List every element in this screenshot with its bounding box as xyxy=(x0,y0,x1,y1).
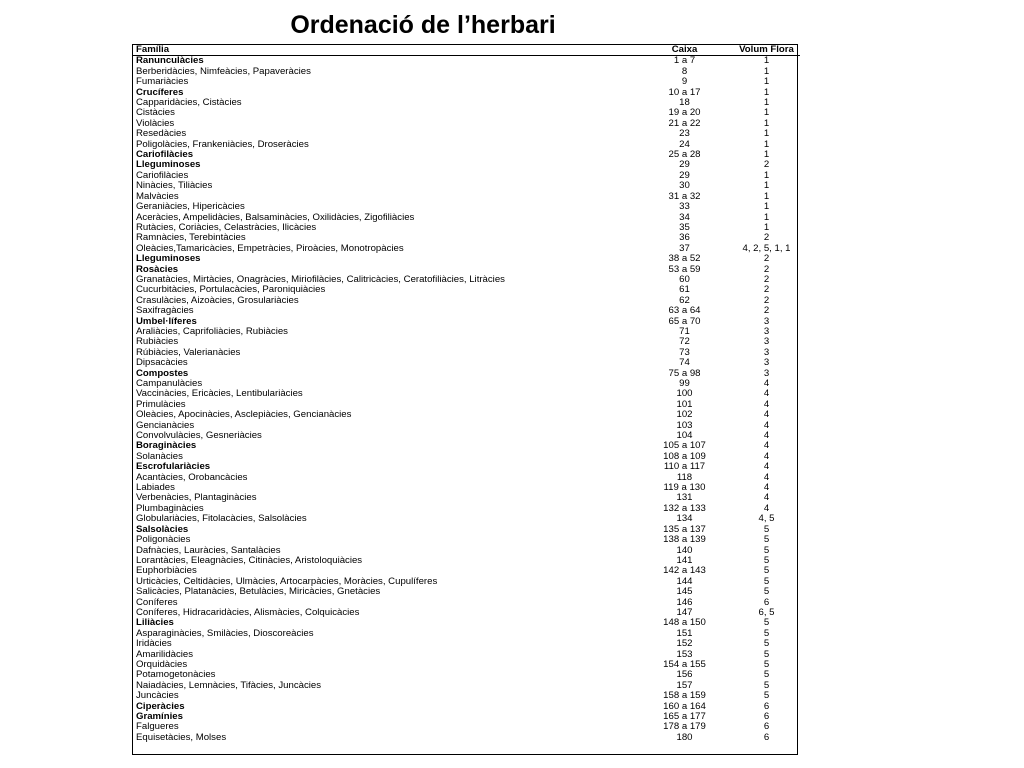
family-cell: Escrofulariàcies xyxy=(136,462,211,473)
family-cell: Amarilidàcies xyxy=(136,649,194,660)
header-box: Caixa xyxy=(671,45,698,55)
box-cell: 102 xyxy=(676,410,693,421)
table-row xyxy=(133,473,800,483)
volume-cell: 1 xyxy=(763,150,770,161)
box-cell: 156 xyxy=(676,670,693,681)
family-cell: Ciperàcies xyxy=(136,701,185,712)
family-cell: Liliàcies xyxy=(136,618,174,629)
box-cell: 33 xyxy=(679,202,690,213)
table-row xyxy=(133,608,800,618)
table-row xyxy=(133,160,800,170)
box-cell: 19 a 20 xyxy=(668,108,701,119)
box-cell: 154 a 155 xyxy=(663,659,706,670)
table-row xyxy=(133,712,800,722)
box-cell: 180 xyxy=(676,732,693,743)
family-cell: Asparaginàcies, Smilàcies, Dioscoreàcies xyxy=(136,628,314,639)
volume-cell: 3 xyxy=(763,326,770,337)
family-cell: Dafnàcies, Lauràcies, Santalàcies xyxy=(136,545,281,556)
family-cell: Cistàcies xyxy=(136,108,175,119)
box-cell: 119 a 130 xyxy=(663,483,706,494)
family-cell: Gencianàcies xyxy=(136,420,195,431)
table-row xyxy=(133,691,800,701)
family-cell: Coníferes xyxy=(136,597,178,608)
box-cell: 73 xyxy=(679,347,690,358)
volume-cell: 5 xyxy=(763,524,770,535)
family-cell: Primulàcies xyxy=(136,399,186,410)
table-row xyxy=(133,265,800,275)
box-cell: 178 a 179 xyxy=(663,722,706,733)
volume-cell: 3 xyxy=(763,337,770,348)
table-row xyxy=(133,504,800,514)
family-cell: Gramínies xyxy=(136,712,183,722)
table-row xyxy=(133,192,800,202)
table-row xyxy=(133,129,800,139)
box-cell: 105 a 107 xyxy=(663,441,706,452)
volume-cell: 2 xyxy=(763,233,770,244)
box-cell: 118 xyxy=(676,472,693,483)
table-row xyxy=(133,244,800,254)
family-cell: Orquidàcies xyxy=(136,659,188,670)
volume-cell: 2 xyxy=(763,295,770,306)
volume-cell: 5 xyxy=(763,659,770,670)
box-cell: 37 xyxy=(679,243,690,254)
table-row xyxy=(133,431,800,441)
family-cell: Compostes xyxy=(136,368,189,379)
box-cell: 74 xyxy=(679,358,690,369)
volume-cell: 1 xyxy=(763,98,770,109)
family-cell: Plumbaginàcies xyxy=(136,503,204,514)
volume-cell: 1 xyxy=(763,139,770,150)
table-row xyxy=(133,556,800,566)
family-cell: Saxifragàcies xyxy=(136,306,194,317)
box-cell: 75 a 98 xyxy=(668,368,701,379)
box-cell: 151 xyxy=(676,628,693,639)
box-cell: 134 xyxy=(676,514,693,525)
table-row xyxy=(133,369,800,379)
volume-cell: 1 xyxy=(763,129,770,140)
box-cell: 153 xyxy=(676,649,693,660)
box-cell: 31 a 32 xyxy=(668,191,701,202)
table-row xyxy=(133,618,800,628)
box-cell: 62 xyxy=(679,295,690,306)
table-row xyxy=(133,410,800,420)
table-row xyxy=(133,254,800,264)
volume-cell: 4 xyxy=(763,503,770,514)
volume-cell: 1 xyxy=(763,222,770,233)
table-row xyxy=(133,535,800,545)
table-row xyxy=(133,400,800,410)
table-row xyxy=(133,441,800,451)
volume-cell: 6 xyxy=(763,712,770,722)
family-cell: Violàcies xyxy=(136,118,175,129)
family-cell: Verbenàcies, Plantaginàcies xyxy=(136,493,257,504)
family-cell: Cariofilàcies xyxy=(136,170,189,181)
volume-cell: 1 xyxy=(763,202,770,213)
table-row xyxy=(133,77,800,87)
box-cell: 1 a 7 xyxy=(673,55,696,67)
box-cell: 23 xyxy=(679,129,690,140)
family-cell: Oleàcies,Tamaricàcies, Empetràcies, Piroàcies, Monotropàcies xyxy=(136,243,404,254)
table-body xyxy=(133,56,800,743)
box-cell: 18 xyxy=(679,98,690,109)
table-row xyxy=(133,379,800,389)
table-row xyxy=(133,702,800,712)
box-cell: 10 a 17 xyxy=(668,87,701,98)
box-cell: 165 a 177 xyxy=(663,712,706,722)
family-cell: Poligonàcies xyxy=(136,535,191,546)
table-row xyxy=(133,181,800,191)
box-cell: 157 xyxy=(676,680,693,691)
volume-cell: 6 xyxy=(763,597,770,608)
table-row xyxy=(133,140,800,150)
volume-cell: 5 xyxy=(763,628,770,639)
volume-cell: 2 xyxy=(763,264,770,275)
box-cell: 101 xyxy=(676,399,693,410)
volume-cell: 1 xyxy=(763,77,770,88)
volume-cell: 6 xyxy=(763,701,770,712)
box-cell: 21 a 22 xyxy=(668,118,701,129)
box-cell: 108 a 109 xyxy=(663,451,706,462)
family-cell: Berberidàcies, Nimfeàcies, Papaveràcies xyxy=(136,66,311,77)
family-cell: Juncàcies xyxy=(136,691,179,702)
box-cell: 132 a 133 xyxy=(663,503,706,514)
box-cell: 29 xyxy=(679,160,690,171)
volume-cell: 6 xyxy=(763,732,770,743)
box-cell: 131 xyxy=(676,493,693,504)
volume-cell: 4 xyxy=(763,379,770,389)
family-cell: Lleguminoses xyxy=(136,254,201,265)
family-cell: Potamogetonàcies xyxy=(136,670,216,681)
table-row xyxy=(133,223,800,233)
volume-cell: 4 xyxy=(763,410,770,421)
box-cell: 61 xyxy=(679,285,690,296)
table-header-row xyxy=(133,45,800,56)
family-cell: Iridàcies xyxy=(136,639,172,650)
volume-cell: 5 xyxy=(763,545,770,556)
table-row xyxy=(133,421,800,431)
table-row xyxy=(133,327,800,337)
table-row xyxy=(133,514,800,524)
family-cell: Campanulàcies xyxy=(136,379,203,389)
family-cell: Malvàcies xyxy=(136,191,179,202)
table-row xyxy=(133,233,800,243)
family-cell: Globulariàcies, Fitolacàcies, Salsolàcies xyxy=(136,514,307,525)
volume-cell: 5 xyxy=(763,670,770,681)
volume-cell: 4 xyxy=(763,493,770,504)
volume-cell: 5 xyxy=(763,576,770,587)
box-cell: 160 a 164 xyxy=(663,701,706,712)
table-row xyxy=(133,56,800,67)
table-row xyxy=(133,681,800,691)
family-cell: Rutàcies, Coriàcies, Celastràcies, Ilicàcies xyxy=(136,222,317,233)
volume-cell: 1 xyxy=(763,212,770,223)
volume-cell: 5 xyxy=(763,566,770,577)
herbarium-table-container xyxy=(132,44,798,755)
box-cell: 138 a 139 xyxy=(663,535,706,546)
family-cell: Rosàcies xyxy=(136,264,179,275)
volume-cell: 6 xyxy=(763,722,770,733)
volume-cell: 4 xyxy=(763,483,770,494)
volume-cell: 1 xyxy=(763,66,770,77)
table-row xyxy=(133,670,800,680)
box-cell: 110 a 117 xyxy=(663,462,706,473)
volume-cell: 4 xyxy=(763,451,770,462)
volume-cell: 4, 2, 5, 1, 1 xyxy=(742,243,791,254)
family-cell: Rubiàcies xyxy=(136,337,179,348)
family-cell: Aceràcies, Ampelidàcies, Balsaminàcies, Oxilidàcies, Zigofiliàcies xyxy=(136,212,415,223)
volume-cell: 2 xyxy=(763,254,770,265)
volume-cell: 3 xyxy=(763,358,770,369)
volume-cell: 4 xyxy=(763,399,770,410)
volume-cell: 3 xyxy=(763,368,770,379)
family-cell: Oleàcies, Apocinàcies, Asclepiàcies, Gencianàcies xyxy=(136,410,352,421)
table-row xyxy=(133,317,800,327)
table-row xyxy=(133,629,800,639)
family-cell: Naiadàcies, Lemnàcies, Tifàcies, Juncàcies xyxy=(136,680,322,691)
volume-cell: 5 xyxy=(763,639,770,650)
box-cell: 135 a 137 xyxy=(663,524,706,535)
family-cell: Vaccinàcies, Ericàcies, Lentibulariàcies xyxy=(136,389,303,400)
family-cell: Rúbiàcies, Valerianàcies xyxy=(136,347,241,358)
table-row xyxy=(133,566,800,576)
box-cell: 9 xyxy=(681,77,688,88)
family-cell: Labiades xyxy=(136,483,175,494)
box-cell: 145 xyxy=(676,587,693,598)
table-row xyxy=(133,67,800,77)
family-cell: Geraniàcies, Hipericàcies xyxy=(136,202,245,213)
family-cell: Coníferes, Hidracaridàcies, Alismàcies, Colquicàcies xyxy=(136,607,360,618)
family-cell: Ramnàcies, Terebintàcies xyxy=(136,233,246,244)
table-row xyxy=(133,296,800,306)
volume-cell: 1 xyxy=(763,55,770,67)
box-cell: 141 xyxy=(676,555,693,566)
volume-cell: 1 xyxy=(763,118,770,129)
family-cell: Equisetàcies, Molses xyxy=(136,732,227,743)
family-cell: Crasulàcies, Aizoàcies, Grosulariàcies xyxy=(136,295,299,306)
family-cell: Capparidàcies, Cistàcies xyxy=(136,98,242,109)
volume-cell: 1 xyxy=(763,191,770,202)
volume-cell: 2 xyxy=(763,160,770,171)
table-row xyxy=(133,650,800,660)
box-cell: 24 xyxy=(679,139,690,150)
volume-cell: 5 xyxy=(763,587,770,598)
table-row xyxy=(133,348,800,358)
box-cell: 152 xyxy=(676,639,693,650)
table-row xyxy=(133,639,800,649)
herbarium-table xyxy=(133,45,800,743)
box-cell: 30 xyxy=(679,181,690,192)
table-row xyxy=(133,587,800,597)
table-row xyxy=(133,337,800,347)
table-row xyxy=(133,98,800,108)
family-cell: Urticàcies, Celtidàcies, Ulmàcies, Artocarpàcies, Moràcies, Cupulíferes xyxy=(136,576,438,587)
volume-cell: 2 xyxy=(763,306,770,317)
box-cell: 158 a 159 xyxy=(663,691,706,702)
volume-cell: 5 xyxy=(763,555,770,566)
table-row xyxy=(133,660,800,670)
volume-cell: 5 xyxy=(763,618,770,629)
box-cell: 99 xyxy=(679,379,690,389)
family-cell: Salicàcies, Platanàcies, Betulàcies, Miricàcies, Gnetàcies xyxy=(136,587,381,598)
table-row xyxy=(133,119,800,129)
table-row xyxy=(133,733,800,743)
family-cell: Cariofilàcies xyxy=(136,150,194,161)
box-cell: 148 a 150 xyxy=(663,618,706,629)
table-row xyxy=(133,202,800,212)
box-cell: 72 xyxy=(679,337,690,348)
table-row xyxy=(133,577,800,587)
volume-cell: 4 xyxy=(763,462,770,473)
volume-cell: 5 xyxy=(763,649,770,660)
family-cell: Crucíferes xyxy=(136,87,184,98)
family-cell: Solanàcies xyxy=(136,451,183,462)
volume-cell: 2 xyxy=(763,274,770,285)
table-row xyxy=(133,275,800,285)
volume-cell: 2 xyxy=(763,285,770,296)
family-cell: Boraginàcies xyxy=(136,441,197,452)
header-volume: Volum Flora xyxy=(739,45,794,55)
family-cell: Fumariàcies xyxy=(136,77,189,88)
box-cell: 103 xyxy=(676,420,693,431)
table-row xyxy=(133,306,800,316)
volume-cell: 5 xyxy=(763,535,770,546)
table-row xyxy=(133,88,800,98)
volume-cell: 3 xyxy=(763,347,770,358)
box-cell: 71 xyxy=(679,326,690,337)
table-row xyxy=(133,493,800,503)
box-cell: 63 a 64 xyxy=(668,306,701,317)
table-row xyxy=(133,546,800,556)
family-cell: Cucurbitàcies, Portulacàcies, Paroniquiàcies xyxy=(136,285,326,296)
box-cell: 34 xyxy=(679,212,690,223)
box-cell: 8 xyxy=(681,66,688,77)
volume-cell: 6, 5 xyxy=(758,607,775,618)
family-cell: Poligolàcies, Frankeniàcies, Droseràcies xyxy=(136,139,309,150)
family-cell: Ranunculàcies xyxy=(136,55,204,67)
family-cell: Euphorbiàcies xyxy=(136,566,197,577)
header-family: Família xyxy=(136,45,170,55)
table-row xyxy=(133,525,800,535)
family-cell: Convolvulàcies, Gesneriàcies xyxy=(136,431,262,442)
box-cell: 142 a 143 xyxy=(663,566,706,577)
family-cell: Resedàcies xyxy=(136,129,187,140)
family-cell: Lorantàcies, Eleagnàcies, Citinàcies, Aristoloquiàcies xyxy=(136,555,363,566)
box-cell: 53 a 59 xyxy=(668,264,701,275)
volume-cell: 3 xyxy=(763,316,770,327)
table-row xyxy=(133,358,800,368)
table-row xyxy=(133,150,800,160)
page-title: Ordenació de l’herbari xyxy=(290,11,556,39)
table-row xyxy=(133,389,800,399)
volume-cell: 1 xyxy=(763,181,770,192)
family-cell: Salsolàcies xyxy=(136,524,189,535)
volume-cell: 1 xyxy=(763,170,770,181)
table-row xyxy=(133,108,800,118)
family-cell: Araliàcies, Caprifoliàcies, Rubiàcies xyxy=(136,326,288,337)
box-cell: 38 a 52 xyxy=(668,254,701,265)
family-cell: Dipsacàcies xyxy=(136,358,188,369)
box-cell: 25 a 28 xyxy=(668,150,701,161)
volume-cell: 1 xyxy=(763,87,770,98)
box-cell: 65 a 70 xyxy=(668,316,701,327)
family-cell: Lleguminoses xyxy=(136,160,201,171)
table-row xyxy=(133,483,800,493)
table-row xyxy=(133,722,800,732)
volume-cell: 4 xyxy=(763,441,770,452)
box-cell: 144 xyxy=(676,576,693,587)
family-cell: Falgueres xyxy=(136,722,179,733)
volume-cell: 4 xyxy=(763,420,770,431)
table-row xyxy=(133,462,800,472)
box-cell: 35 xyxy=(679,222,690,233)
table-row xyxy=(133,598,800,608)
box-cell: 100 xyxy=(676,389,693,400)
family-cell: Acantàcies, Orobancàcies xyxy=(136,472,248,483)
table-row xyxy=(133,213,800,223)
family-cell: Granatàcies, Mirtàcies, Onagràcies, Miriofilàcies, Calitricàcies, Ceratofiliàcies, Litràcies xyxy=(136,274,505,285)
volume-cell: 4 xyxy=(763,389,770,400)
box-cell: 60 xyxy=(679,274,690,285)
volume-cell: 4 xyxy=(763,431,770,442)
box-cell: 36 xyxy=(679,233,690,244)
box-cell: 29 xyxy=(679,170,690,181)
volume-cell: 5 xyxy=(763,680,770,691)
volume-cell: 4 xyxy=(763,472,770,483)
family-cell: Umbel·líferes xyxy=(136,316,197,327)
family-cell: Ninàcies, Tiliàcies xyxy=(136,181,213,192)
table-row xyxy=(133,171,800,181)
box-cell: 147 xyxy=(676,607,693,618)
box-cell: 140 xyxy=(676,545,693,556)
box-cell: 146 xyxy=(676,597,693,608)
table-row xyxy=(133,285,800,295)
box-cell: 104 xyxy=(676,431,693,442)
volume-cell: 4, 5 xyxy=(758,514,775,525)
table-row xyxy=(133,452,800,462)
volume-cell: 5 xyxy=(763,691,770,702)
volume-cell: 1 xyxy=(763,108,770,119)
